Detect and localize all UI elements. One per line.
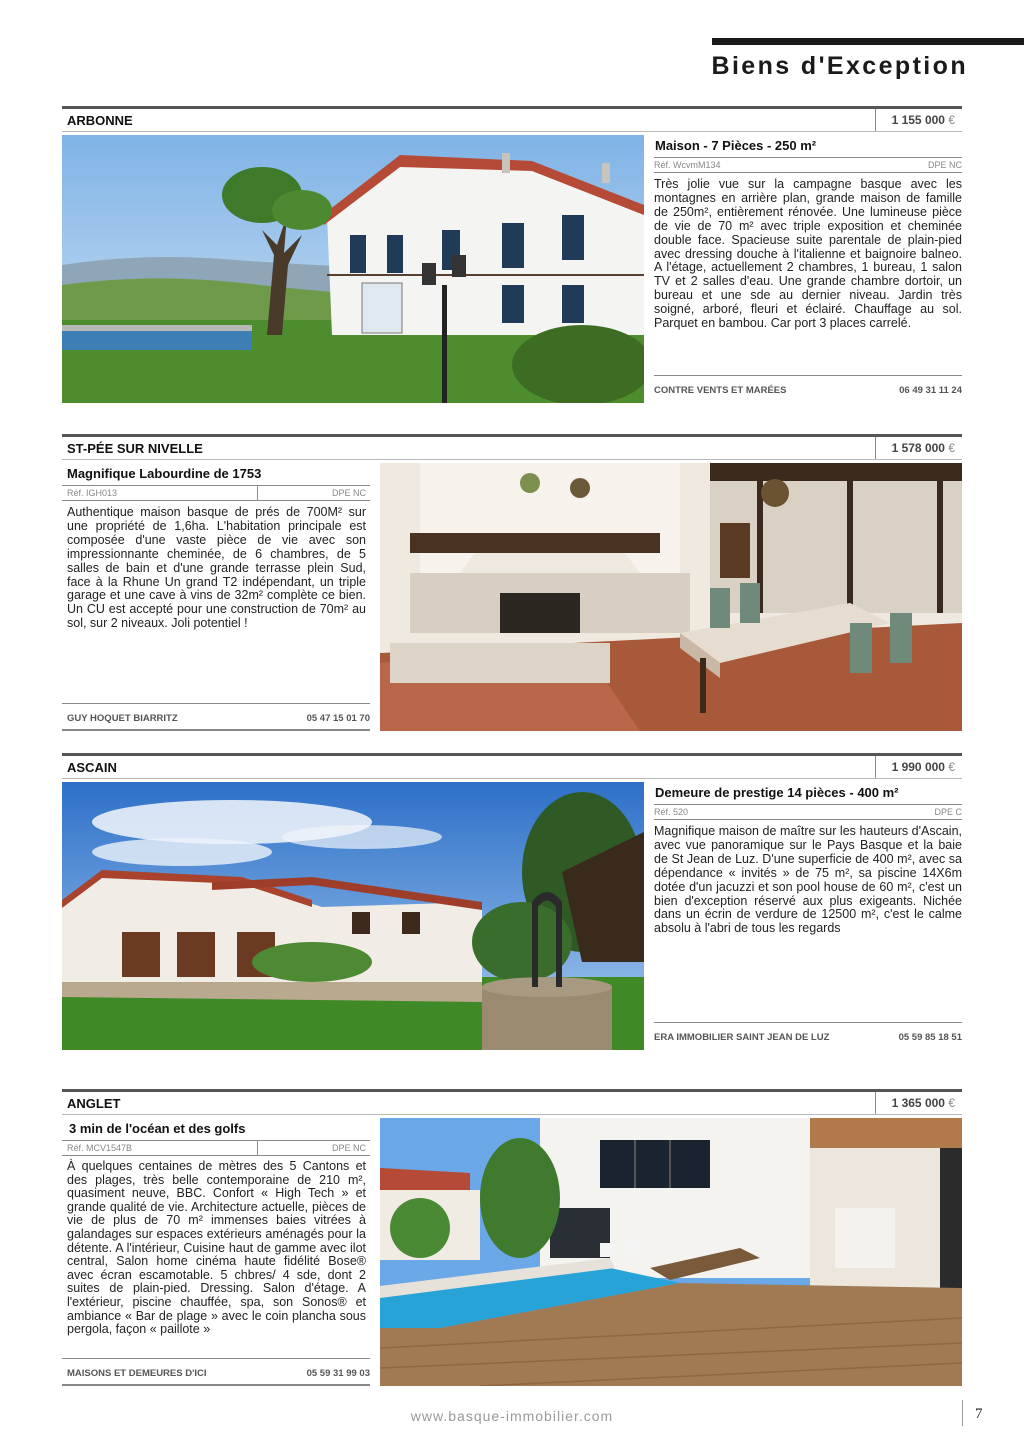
header-bar xyxy=(712,38,1024,45)
price-box xyxy=(875,437,962,459)
listing-title: Demeure de prestige 14 pièces - 400 m² xyxy=(654,782,962,805)
agency-phone: 05 59 85 18 51 xyxy=(898,1032,962,1043)
reference-row xyxy=(62,1141,370,1156)
price-box xyxy=(875,1092,962,1114)
listing-anglet xyxy=(62,1089,962,1389)
listing-price: 1 578 000 € xyxy=(891,441,955,455)
location-row xyxy=(62,437,962,459)
location-underline xyxy=(62,459,962,460)
page-title: Biens d'Exception xyxy=(711,52,968,80)
listing-price: 1 365 000 € xyxy=(891,1096,955,1110)
location-underline xyxy=(62,131,962,132)
agency-phone: 05 47 15 01 70 xyxy=(306,713,370,724)
page-number: 7 xyxy=(975,1406,983,1422)
listing-price: 1 990 000 € xyxy=(891,760,955,774)
listing-ref: Réf. WcvmM134 xyxy=(654,160,721,170)
listing-ref: Réf. 520 xyxy=(654,807,689,817)
listing-info xyxy=(62,1118,370,1386)
location-row xyxy=(62,109,962,131)
agency-name: MAISONS ET DEMEURES D'ICI xyxy=(67,1368,207,1379)
location-underline xyxy=(62,1114,962,1115)
location-underline xyxy=(62,778,962,779)
listing-photo xyxy=(62,782,644,1050)
page-number-divider xyxy=(962,1400,963,1426)
listing-ref: Réf. IGH013 xyxy=(67,488,118,498)
listing-bottom-line xyxy=(62,729,370,731)
listing-info xyxy=(654,782,962,1050)
listing-title: Maison - 7 Pièces - 250 m² xyxy=(654,135,962,158)
listing-description: Très jolie vue sur la campagne basque avec les montagnes en arrière plan, grande maison de famille de 250m², entièrement rénovée. Une lumineuse pièce de vie de 70 m² avec triple exposition et cheminée double face. Spacieuse suite parentale de plain-pied avec dressing douche à l'italienne et baignoire balneo. A l'étage, actuellement 2 chambres, 1 bureau, 1 salon TV et 2 salles d'eau. Une grande chambre dortoir, un bureau et une sde au dernier niveau. Jardin très soigné, arboré, fleuri et éclairé. Chauffage au sol. Parquet en bambou. Car port 3 places carrelé. xyxy=(654,177,962,331)
listing-photo xyxy=(380,463,962,731)
price-box xyxy=(875,109,962,131)
listing-dpe: DPE NC xyxy=(331,1143,366,1153)
agency-phone: 06 49 31 11 24 xyxy=(899,385,962,396)
listing-arbonne xyxy=(62,106,962,404)
footer-url: www.basque-immobilier.com xyxy=(410,1408,614,1424)
agency-name: GUY HOQUET BIARRITZ xyxy=(67,713,178,724)
ref-separator xyxy=(257,1141,258,1155)
listing-info xyxy=(62,463,370,731)
location-row xyxy=(62,756,962,778)
listing-st-pee-sur-nivelle xyxy=(62,434,962,734)
listing-title: Magnifique Labourdine de 1753 xyxy=(62,463,370,486)
listing-dpe: DPE C xyxy=(934,807,962,817)
listing-description: Magnifique maison de maître sur les hauteurs d'Ascain, avec vue panoramique sur le Pays Basque et la baie de St Jean de Luz. D'une superficie de 400 m², avec sa dépendance « invités » de 75 m², sa piscine 14X6m dotée d'un jacuzzi et son pool house de 60 m², c'est un bien d'exception réservé aux plus exigeants. Nichée dans un écrin de verdure de 12500 m², c'est le calme absolu à l'abri de tous les regards xyxy=(654,824,962,936)
listing-dpe: DPE NC xyxy=(927,160,962,170)
agency-divider xyxy=(654,375,962,376)
listing-description: À quelques centaines de mètres des 5 Cantons et des plages, très belle contemporaine de 210 m², quasiment neuve, BBC. Confort « High Tech » et grande qualité de vie. Architecture actuelle, pièces de vie de plus de 70 m² immenses baies vitrées à galandages sur espaces extérieurs aménagés pour la détente. A l'intérieur, Cuisine haut de gamme avec ilot central, Salon home cinéma haute fidélité Bose® avec écran escamotable. 5 chbres/ 4 sde, dont 2 suites de plain-pied. Dressing. Salon d'étage. A l'extérieur, piscine chauffée, spa, son Sonos® et ambiance « Bar de plage » avec le coin plancha sous pergola, façon « paillote » xyxy=(67,1159,366,1337)
ref-separator xyxy=(257,486,258,500)
agency-divider xyxy=(62,703,370,704)
listing-title: 3 min de l'océan et des golfs xyxy=(62,1118,370,1141)
location-row xyxy=(62,1092,962,1114)
agency-name: ERA IMMOBILIER SAINT JEAN DE LUZ xyxy=(654,1032,830,1043)
agency-divider xyxy=(62,1358,370,1359)
listing-location: ASCAIN xyxy=(67,760,117,775)
listing-bottom-line xyxy=(62,1384,370,1386)
reference-row xyxy=(654,805,962,820)
listing-price: 1 155 000 € xyxy=(891,113,955,127)
agency-name: CONTRE VENTS ET MARÉES xyxy=(654,385,787,396)
listing-location: ARBONNE xyxy=(67,113,133,128)
listing-photo xyxy=(380,1118,962,1386)
listing-photo xyxy=(62,135,644,403)
reference-row xyxy=(654,158,962,173)
reference-row xyxy=(62,486,370,501)
listing-info xyxy=(654,135,962,403)
price-box xyxy=(875,756,962,778)
listing-ref: Réf. MCV1547B xyxy=(67,1143,133,1153)
agency-divider xyxy=(654,1022,962,1023)
listing-location: ST-PÉE SUR NIVELLE xyxy=(67,441,203,456)
listing-dpe: DPE NC xyxy=(331,488,366,498)
listing-location: ANGLET xyxy=(67,1096,121,1111)
listing-description: Authentique maison basque de prés de 700M² sur une propriété de 1,6ha. L'habitation principale est composée d'une vaste pièce de vie avec son impressionnante cheminée, de 6 chambres, de 5 salles de bain et d'une grande terrasse plein Sud, face à la Rhune Un grand T2 indépendant, un triple garage et une cave à vins de 32m² complète ce bien. Un CU est accepté pour une construction de 70m² au sol, sur 2 niveaux. Joli potentiel ! xyxy=(67,505,366,631)
listing-ascain xyxy=(62,753,962,1051)
agency-phone: 05 59 31 99 03 xyxy=(306,1368,370,1379)
